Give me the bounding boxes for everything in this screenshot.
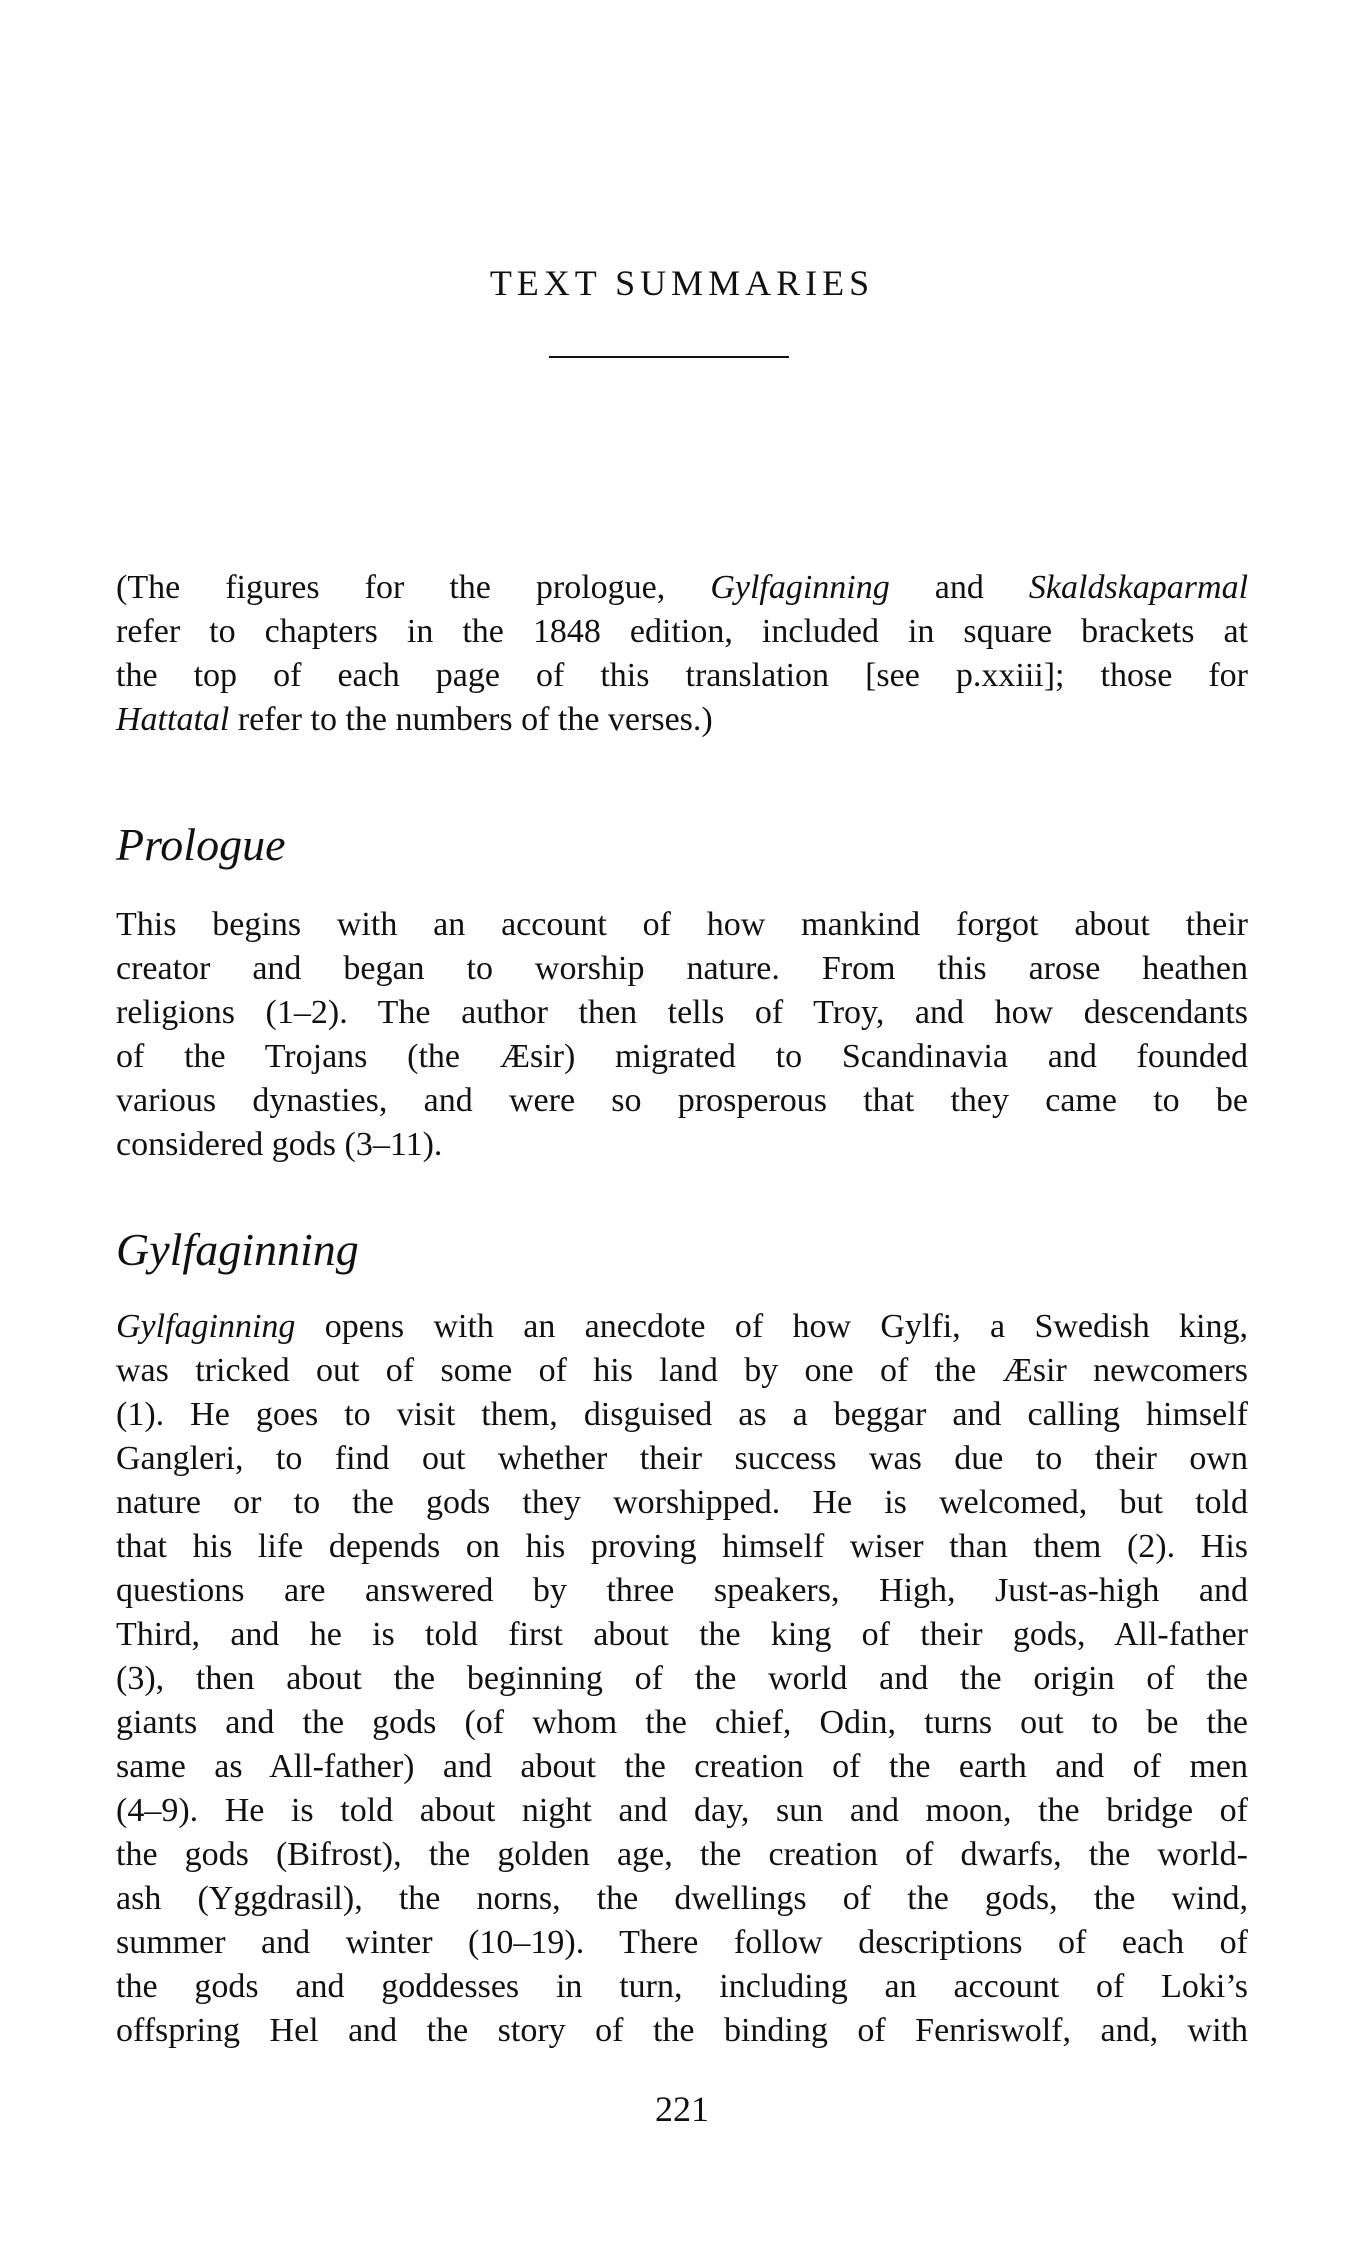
prologue-paragraph <box>116 903 1248 1167</box>
intro-line: refer to chapters in the 1848 edition, included in square brackets at <box>116 613 1248 650</box>
gylfaginning-line: Third, and he is told first about the king of their gods, All-father <box>116 1616 1248 1653</box>
prologue-line: various dynasties, and were so prosperous that they came to be <box>116 1082 1248 1119</box>
book-page <box>116 0 1248 2265</box>
gylfaginning-line: was tricked out of some of his land by one of the Æsir newcomers <box>116 1352 1248 1389</box>
prologue-heading: Prologue <box>116 819 286 870</box>
gylfaginning-line: the gods (Bifrost), the golden age, the creation of dwarfs, the world- <box>116 1836 1248 1873</box>
intro-line: (The figures for the prologue, Gylfaginning and Skaldskaparmal <box>116 569 1249 606</box>
prologue-line: of the Trojans (the Æsir) migrated to Scandinavia and founded <box>116 1038 1248 1075</box>
gylfaginning-line: Gylfaginning opens with an anecdote of how Gylfi, a Swedish king, <box>116 1308 1248 1345</box>
prologue-line: This begins with an account of how mankind forgot about their <box>116 906 1248 943</box>
page-title: TEXT SUMMARIES <box>489 263 875 303</box>
prologue-line: religions (1–2). The author then tells of Troy, and how descendants <box>116 994 1248 1031</box>
gylfaginning-line: Gangleri, to find out whether their success was due to their own <box>116 1440 1248 1477</box>
prologue-line: creator and began to worship nature. From this arose heathen <box>116 950 1248 987</box>
gylfaginning-heading: Gylfaginning <box>116 1224 359 1275</box>
gylfaginning-line: summer and winter (10–19). There follow descriptions of each of <box>116 1924 1248 1961</box>
gylfaginning-line: questions are answered by three speakers, High, Just-as-high and <box>116 1572 1248 1609</box>
gylfaginning-line: (4–9). He is told about night and day, sun and moon, the bridge of <box>116 1792 1248 1829</box>
gylfaginning-line: the gods and goddesses in turn, including an account of Loki’s <box>116 1968 1248 2005</box>
intro-line: Hattatal refer to the numbers of the verses.) <box>116 701 713 738</box>
gylfaginning-paragraph <box>116 1305 1248 2053</box>
gylfaginning-line: that his life depends on his proving himself wiser than them (2). His <box>116 1528 1248 1565</box>
page-number: 221 <box>655 2089 709 2129</box>
gylfaginning-line: ash (Yggdrasil), the norns, the dwellings of the gods, the wind, <box>116 1880 1248 1917</box>
gylfaginning-line: nature or to the gods they worshipped. He is welcomed, but told <box>116 1484 1248 1521</box>
prologue-line: considered gods (3–11). <box>116 1126 443 1163</box>
gylfaginning-line: same as All-father) and about the creation of the earth and of men <box>116 1748 1248 1785</box>
gylfaginning-line: giants and the gods (of whom the chief, Odin, turns out to be the <box>116 1704 1248 1741</box>
gylfaginning-line: offspring Hel and the story of the binding of Fenriswolf, and, with <box>116 2012 1248 2049</box>
intro-line: the top of each page of this translation [see p.xxiii]; those for <box>116 657 1248 694</box>
gylfaginning-line: (3), then about the beginning of the world and the origin of the <box>116 1660 1248 1697</box>
intro-paragraph <box>116 566 1248 742</box>
title-underline-rule <box>549 356 789 358</box>
gylfaginning-line: (1). He goes to visit them, disguised as a beggar and calling himself <box>116 1396 1248 1433</box>
